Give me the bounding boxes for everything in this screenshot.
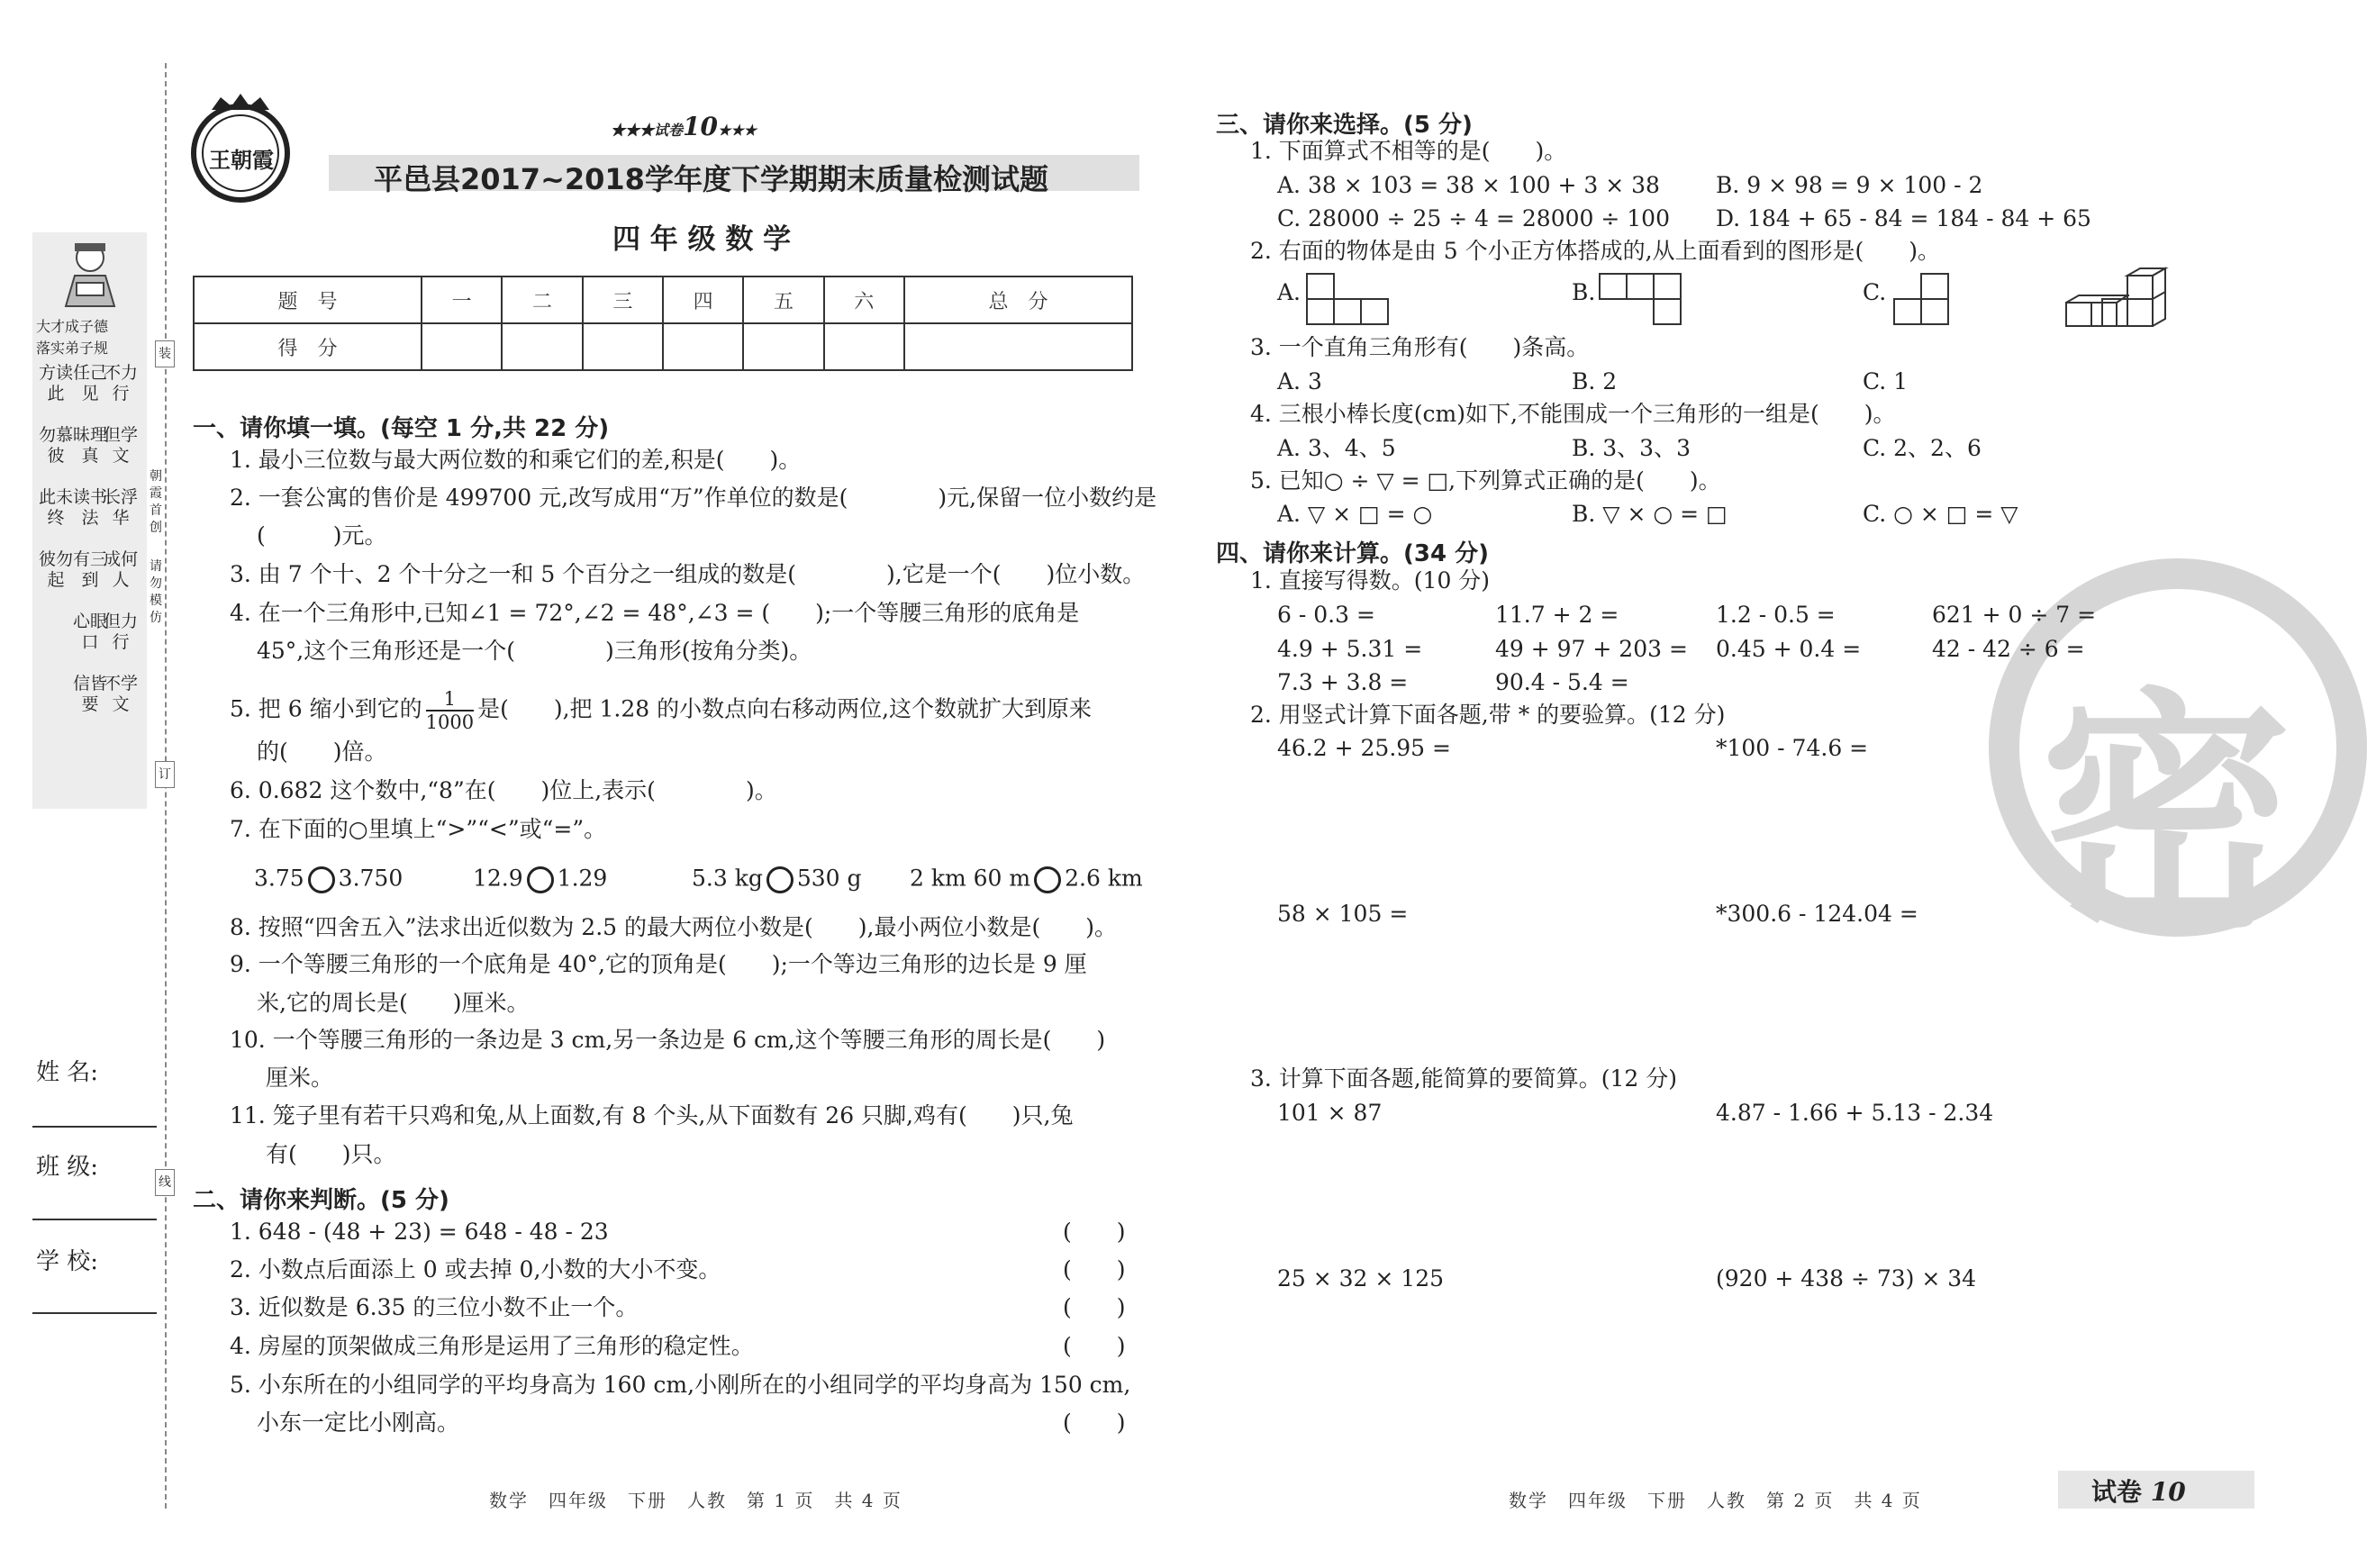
cut-mark: 线	[155, 1169, 175, 1196]
answer-paren[interactable]: ( )	[1063, 1409, 1126, 1436]
simplify-calc: (920 + 438 ÷ 73) × 34	[1716, 1265, 1977, 1292]
question: 厘米。	[266, 1065, 334, 1091]
score-header: 总 分	[904, 276, 1132, 323]
direct-calc: 6 - 0.3 =	[1277, 602, 1375, 628]
question: 11. 笼子里有若干只鸡和兔,从上面数,有 8 个头,从下面数有 26 只脚,鸡有( )只,兔	[230, 1102, 1074, 1128]
option: B. 2	[1572, 368, 1618, 394]
question: 9. 一个等腰三角形的一个底角是 40°,它的顶角是( );一个等边三角形的边长是 9 厘	[230, 951, 1087, 977]
question: 4. 三根小棒长度(cm)如下,不能围成一个三角形的一组是( )。	[1250, 401, 1896, 427]
banner: 大才成子德	[36, 318, 109, 335]
simplify-calc: 101 × 87	[1277, 1100, 1383, 1126]
option: A. 3、4、5	[1277, 435, 1396, 461]
option: C. ○ × □ = ▽	[1863, 501, 2018, 527]
option: C. 2、2、6	[1863, 435, 1982, 461]
exam-title: 平邑县2017~2018学年度下学期期末质量检测试题	[374, 162, 1048, 196]
score-table	[193, 276, 1133, 371]
shape-c	[1891, 273, 1951, 327]
score-header: 三	[583, 276, 663, 323]
simplify-calc: 4.87 - 1.66 + 5.13 - 2.34	[1716, 1100, 1994, 1126]
compare-circle[interactable]	[1034, 866, 1061, 893]
question: 米,它的周长是( )厘米。	[257, 990, 530, 1016]
judge-item: 4. 房屋的顶架做成三角形是运用了三角形的稳定性。	[230, 1333, 754, 1359]
compare-circle[interactable]	[308, 866, 335, 893]
score-cell[interactable]	[502, 323, 582, 370]
question: 1. 下面算式不相等的是( )。	[1250, 138, 1567, 164]
question: 4. 在一个三角形中,已知∠1 = 72°,∠2 = 48°,∠3 = ( );一个等腰三角形的底角是	[230, 600, 1080, 626]
page-footer: 数学 四年级 下册 人教 第 2 页 共 4 页	[1509, 1490, 1922, 1511]
option: A. 38 × 103 = 38 × 100 + 3 × 38	[1277, 172, 1660, 198]
score-header: 四	[663, 276, 743, 323]
direct-calc: 1.2 - 0.5 =	[1716, 602, 1836, 628]
cut-mark: 订	[155, 761, 175, 788]
score-header: 五	[743, 276, 823, 323]
class-label: 班 级:	[36, 1154, 99, 1181]
question: 6. 0.682 这个数中,“8”在( )位上,表示( )。	[230, 777, 777, 803]
subject-title: 四 年 级 数 学	[612, 223, 792, 256]
option: D. 184 + 65 - 84 = 184 - 84 + 65	[1716, 205, 2091, 231]
judge-item: 小东一定比小刚高。	[257, 1409, 460, 1436]
banner: 落实弟子规	[36, 340, 109, 357]
option: B. 9 × 98 = 9 × 100 - 2	[1716, 172, 1983, 198]
simplify-calc: 25 × 32 × 125	[1277, 1265, 1445, 1292]
score-cell[interactable]	[904, 323, 1132, 370]
question: 1. 最小三位数与最大两位数的和乘它们的差,积是( )。	[230, 447, 802, 473]
judge-item: 1. 648 - (48 + 23) = 648 - 48 - 23	[230, 1219, 609, 1245]
cut-mark: 装	[155, 340, 175, 367]
logo-text: 王朝霞	[209, 147, 274, 173]
school-label: 学 校:	[36, 1248, 99, 1275]
name-label: 姓 名:	[36, 1059, 99, 1086]
direct-calc: 7.3 + 3.8 =	[1277, 669, 1409, 695]
option: B.	[1572, 279, 1596, 305]
paper-number: ★★★试卷10★★★	[611, 112, 757, 141]
question: 1. 直接写得数。(10 分)	[1250, 567, 1491, 594]
judge-item: 2. 小数点后面添上 0 或去掉 0,小数的大小不变。	[230, 1256, 721, 1282]
judge-item: 5. 小东所在的小组同学的平均身高为 160 cm,小刚所在的小组同学的平均身高为 150 cm,	[230, 1372, 1131, 1398]
section3-title: 三、请你来选择。(5 分)	[1216, 112, 1473, 139]
direct-calc: 42 - 42 ÷ 6 =	[1932, 636, 2085, 662]
vertical-calc: *300.6 - 124.04 =	[1716, 901, 1918, 927]
question: 7. 在下面的○里填上“>”“<”或“=”。	[230, 816, 607, 842]
score-header: 六	[824, 276, 904, 323]
shape-a	[1306, 273, 1392, 327]
question: 的( )倍。	[257, 739, 387, 765]
score-cell[interactable]	[422, 323, 502, 370]
compare-item: 12.9 1.29	[473, 866, 607, 893]
shape-b	[1599, 273, 1685, 327]
compare-circle[interactable]	[766, 866, 794, 893]
cube-figure	[2064, 267, 2169, 339]
section2-title: 二、请你来判断。(5 分)	[193, 1187, 449, 1214]
score-cell[interactable]	[824, 323, 904, 370]
direct-calc: 90.4 - 5.4 =	[1495, 669, 1629, 695]
answer-paren[interactable]: ( )	[1063, 1294, 1126, 1320]
direct-calc: 4.9 + 5.31 =	[1277, 636, 1423, 662]
vertical-note: 请勿模仿	[150, 559, 162, 625]
class-field[interactable]	[32, 1219, 157, 1220]
answer-paren[interactable]: ( )	[1063, 1256, 1126, 1282]
section1-title: 一、请你填一填。(每空 1 分,共 22 分)	[193, 415, 610, 442]
question: 45°,这个三角形还是一个( )三角形(按角分类)。	[257, 638, 812, 664]
vertical-calc: 58 × 105 =	[1277, 901, 1409, 927]
vertical-calc: 46.2 + 25.95 =	[1277, 735, 1451, 761]
option: B. ▽ × ○ = □	[1572, 501, 1728, 527]
score-cell[interactable]	[663, 323, 743, 370]
direct-calc: 0.45 + 0.4 =	[1716, 636, 1862, 662]
scholar-icon	[55, 238, 125, 310]
question: 5. 已知○ ÷ ▽ = □,下列算式正确的是( )。	[1250, 467, 1721, 494]
option: A. 3	[1277, 368, 1322, 394]
motto: 任己见 昧理真 读书法 有三到 心眼口 信皆要	[72, 363, 107, 714]
direct-calc: 49 + 97 + 203 =	[1495, 636, 1688, 662]
answer-paren[interactable]: ( )	[1063, 1333, 1126, 1359]
answer-paren[interactable]: ( )	[1063, 1219, 1126, 1245]
name-field[interactable]	[32, 1126, 157, 1128]
option: A.	[1277, 279, 1301, 305]
score-header: 二	[502, 276, 582, 323]
question: 5. 把 6 缩小到它的 $\frac{1}{1000}$ 是( ),把 1.28 的小数点向右移动两位,这个数就扩大到原来	[230, 688, 1093, 733]
option: C. 28000 ÷ 25 ÷ 4 = 28000 ÷ 100	[1277, 205, 1670, 231]
score-cell[interactable]	[583, 323, 663, 370]
question: 2. 右面的物体是由 5 个小正方体搭成的,从上面看到的图形是( )。	[1250, 238, 1941, 264]
judge-item: 3. 近似数是 6.35 的三位小数不止一个。	[230, 1294, 639, 1320]
option: C. 1	[1863, 368, 1909, 394]
compare-item: 3.75 3.750	[254, 866, 403, 893]
direct-calc: 11.7 + 2 =	[1495, 602, 1619, 628]
compare-circle[interactable]	[527, 866, 554, 893]
question: 10. 一个等腰三角形的一条边是 3 cm,另一条边是 6 cm,这个等腰三角形的周长是( )	[230, 1027, 1106, 1053]
compare-item: 5.3 kg 530 g	[692, 866, 862, 893]
compare-item: 2 km 60 m 2.6 km	[910, 866, 1143, 893]
seal-character: 密	[2040, 668, 2292, 962]
option: C.	[1863, 279, 1887, 305]
option: B. 3、3、3	[1572, 435, 1691, 461]
school-field[interactable]	[32, 1312, 157, 1314]
section4-title: 四、请你来计算。(34 分)	[1216, 540, 1489, 567]
question: 8. 按照“四舍五入”法求出近似数为 2.5 的最大两位小数是( ),最小两位小数是( )。	[230, 914, 1117, 940]
paper-tag-text: 试卷 10	[2091, 1477, 2186, 1507]
motto: 方读此 勿慕彼 此未终 彼勿起	[38, 363, 73, 590]
question: 3. 计算下面各题,能简算的要简算。(12 分)	[1250, 1065, 1678, 1092]
question: 2. 用竖式计算下面各题,带 * 的要验算。(12 分)	[1250, 702, 1726, 728]
question: 3. 一个直角三角形有( )条高。	[1250, 334, 1590, 360]
score-cell[interactable]	[743, 323, 823, 370]
question: ( )元。	[257, 522, 387, 548]
vertical-calc: *100 - 74.6 =	[1716, 735, 1869, 761]
page-footer: 数学 四年级 下册 人教 第 1 页 共 4 页	[489, 1490, 902, 1511]
score-header: 题 号	[194, 276, 422, 323]
motto: 不力行 但学文 长浮华 成何人 但力行 不学文	[103, 363, 138, 714]
question: 有( )只。	[266, 1141, 396, 1167]
vertical-note: 朝霞首创	[150, 469, 162, 535]
question: 3. 由 7 个十、2 个十分之一和 5 个百分之一组成的数是( ),它是一个( )位小数。	[230, 561, 1146, 587]
option: A. ▽ × □ = ○	[1277, 501, 1433, 527]
score-header: 一	[422, 276, 502, 323]
direct-calc: 621 + 0 ÷ 7 =	[1932, 602, 2097, 628]
score-label: 得 分	[194, 323, 422, 370]
question: 2. 一套公寓的售价是 499700 元,改写成用“万”作单位的数是( )元,保留一位小数约是	[230, 485, 1157, 511]
